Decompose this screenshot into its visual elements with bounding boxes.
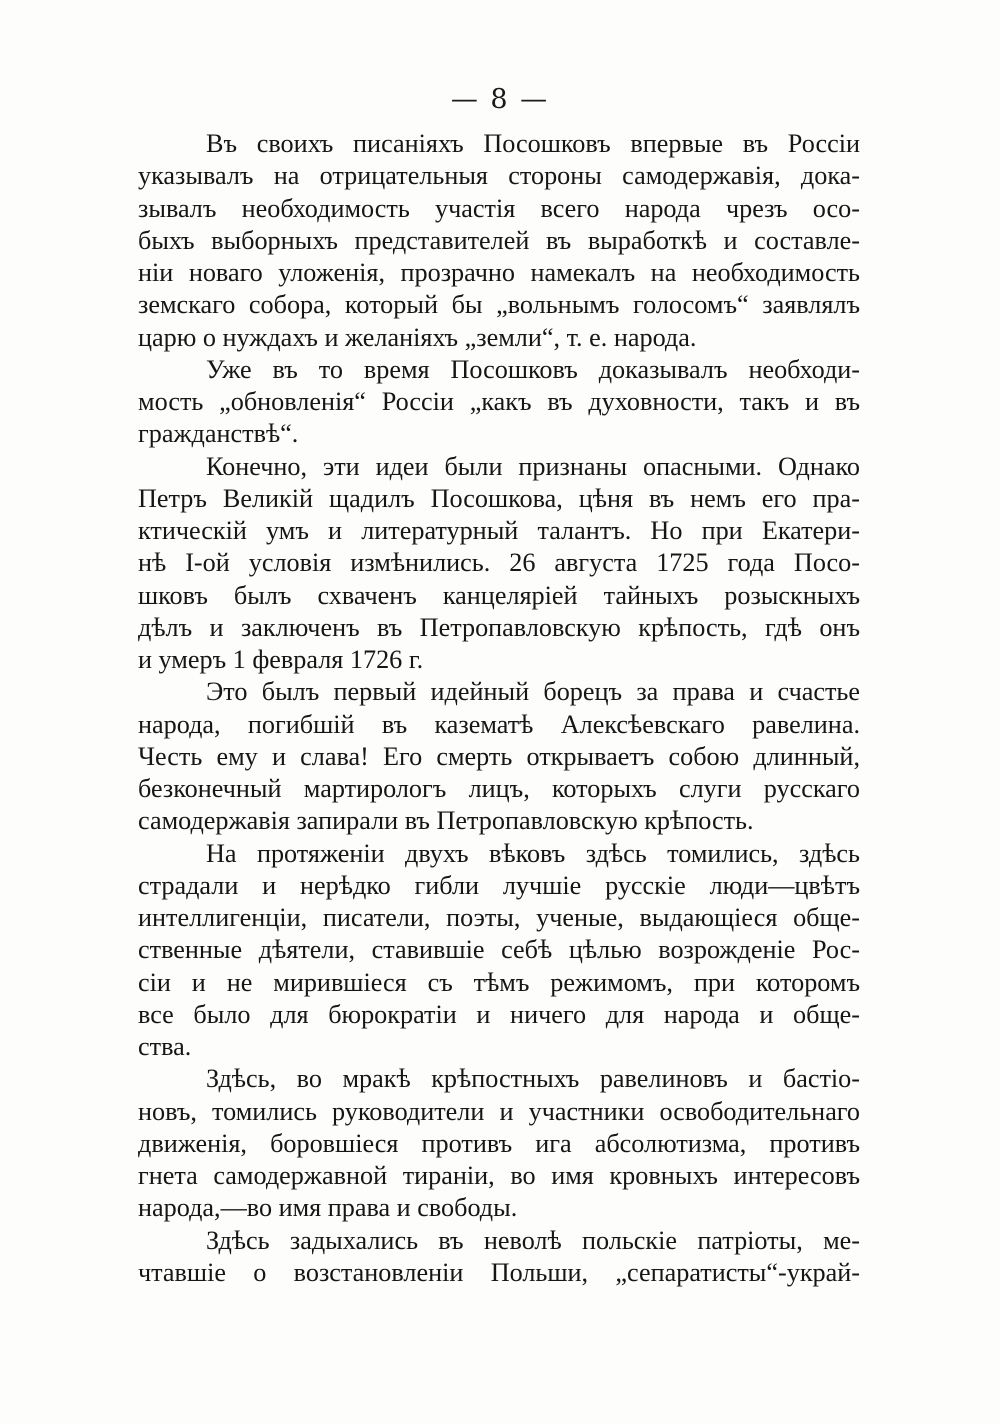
text-line: интеллигенціи, писатели, поэты, ученые, выдающіеся обще- <box>138 903 860 932</box>
text-line: Петръ Великій щадилъ Посошкова, цѣня въ немъ его пра- <box>138 483 860 513</box>
text-line: гражданствѣ“. <box>138 419 299 449</box>
text-line: движенія, боровшіеся противъ ига абсолютизма, противъ <box>138 1128 860 1158</box>
text-line: земскаго собора, который бы „вольнымъ голосомъ“ заявлялъ <box>138 290 860 320</box>
text-line: Въ своихъ писаніяхъ Посошковъ впервые въ Россіи <box>206 129 860 158</box>
text-line: Здѣсь, во мракѣ крѣпостныхъ равелиновъ и бастіо- <box>206 1064 860 1094</box>
text-line: народа, погибшій въ казематѣ Алексѣевскаго равелина. <box>138 709 860 739</box>
text-line: самодержавія запирали въ Петропавловскую крѣпость. <box>138 806 754 836</box>
paragraph <box>138 1063 860 1224</box>
text-line: На протяженіи двухъ вѣковъ здѣсь томились, здѣсь <box>206 838 860 868</box>
text-line: народа,—во имя права и свободы. <box>138 1193 518 1223</box>
paragraph <box>138 1225 860 1290</box>
text-line: безконечный мартирологъ лицъ, которыхъ слуги русскаго <box>138 774 860 803</box>
page-number: — 8 — <box>450 84 550 115</box>
text-line: ства. <box>138 1032 192 1061</box>
text-line: новъ, томились руководители и участники освободительнаго <box>138 1096 860 1126</box>
paragraph <box>138 838 860 1064</box>
paragraph <box>138 128 860 354</box>
body-text <box>138 128 860 1289</box>
text-line: страдали и нерѣдко гибли лучшіе русскіе люди—цвѣтъ <box>138 870 860 900</box>
text-line: и умеръ 1 февраля 1726 г. <box>138 645 424 674</box>
text-line: шковъ былъ схваченъ канцеляріей тайныхъ розыскныхъ <box>138 580 860 610</box>
text-line: быхъ выборныхъ представителей въ выработкѣ и составле- <box>138 225 860 255</box>
text-line: Конечно, эти идеи были признаны опасными. Однако <box>206 451 860 481</box>
text-line: ственные дѣятели, ставившіе себѣ цѣлью возрожденіе Рос- <box>138 935 860 965</box>
text-line: гнета самодержавной тираніи, во имя кровныхъ интересовъ <box>138 1161 860 1190</box>
text-line: Это былъ первый идейный борецъ за права и счастье <box>206 677 860 707</box>
text-line: сіи и не мирившіеся съ тѣмъ режимомъ, при которомъ <box>138 967 860 997</box>
text-line: нѣ І-ой условія измѣнились. 26 августа 1725 года Посо- <box>138 548 860 578</box>
text-line: чтавшіе о возстановленіи Польши, „сепаратисты“-украй- <box>138 1257 860 1287</box>
paragraph <box>138 354 860 451</box>
text-line: Честь ему и слава! Его смерть открываетъ собою длинный, <box>138 741 860 771</box>
text-line: ніи новаго уложенія, прозрачно намекалъ на необходимость <box>138 258 860 287</box>
text-line: дѣлъ и заключенъ въ Петропавловскую крѣпость, гдѣ онъ <box>138 612 860 642</box>
text-line: указывалъ на отрицательныя стороны самодержавія, дока- <box>138 161 860 191</box>
text-line: царю о нуждахъ и желаніяхъ „земли“, т. е. народа. <box>138 322 697 352</box>
text-line: все было для бюрократіи и ничего для народа и обще- <box>138 999 860 1029</box>
text-line: зывалъ необходимость участія всего народа чрезъ осо- <box>138 193 860 223</box>
text-line: мость „обновленія“ Россіи „какъ въ духовности, такъ и въ <box>138 387 860 416</box>
text-line: Уже въ то время Посошковъ доказывалъ необходи- <box>206 354 860 384</box>
text-line: Здѣсь задыхались въ неволѣ польскіе патріоты, ме- <box>206 1225 860 1255</box>
paragraph <box>138 451 860 677</box>
paragraph <box>138 676 860 837</box>
text-line: ктическій умъ и литературный талантъ. Но при Екатери- <box>138 516 860 545</box>
